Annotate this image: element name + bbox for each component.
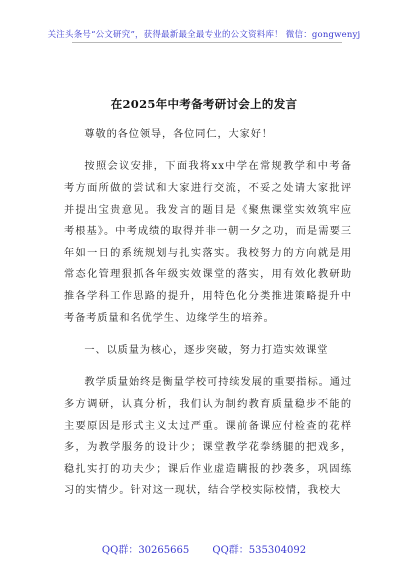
section-paragraph: 教学质量始终是衡量学校可持续发展的重要指标。通过多方调研，认真分析，我们认为制约教育质量稳步不能的主要原因是形式主义太过严重。课前备课应付检查的花样多，为教学服务的设计少；课堂教学花拳绣腿的把戏多，稳扎实打的功夫少；课后作业虚造瞒报的抄袭多，巩固练习的实情少。针对这一现状，结合学校实际校情，我校大 <box>64 377 352 497</box>
document-title: 在2025年中考备考研讨会上的发言 <box>110 97 298 111</box>
document-body <box>64 114 352 513</box>
section-heading: 一、以质量为核心，逐步突破，努力打造实效课堂 <box>84 344 329 356</box>
footer-qq-group-1: QQ群：30265665 <box>101 545 190 556</box>
intro-paragraph: 按照会议安排，下面我将xx中学在常规教学和中考备考方面所做的尝试和大家进行交流，不妥之处请大家批评并提出宝贵意见。我发言的题目是《聚焦课堂实效筑牢应考根基》。中考成绩的取得并非一朝一夕之功，而是需要三年如一日的系统规划与扎实落实。我校努力的方向就是用常态化管理狠抓各年级实效课堂的落实，用有效化教研助推各学科工作思路的提升，用特色化分类推进策略提升中考备考质量和名优学生、边缘学生的培养。 <box>64 161 352 324</box>
header-divider <box>72 42 342 43</box>
header-promo-note: 关注头条号“公文研究”，获得最新最全最专业的公文资料库！ 微信：gongwenyj <box>47 30 361 40</box>
salutation-paragraph: 尊敬的各位领导，各位同仁，大家好！ <box>84 129 273 140</box>
footer-contact <box>0 541 408 556</box>
footer-qq-group-2: QQ群：535304092 <box>212 545 307 556</box>
